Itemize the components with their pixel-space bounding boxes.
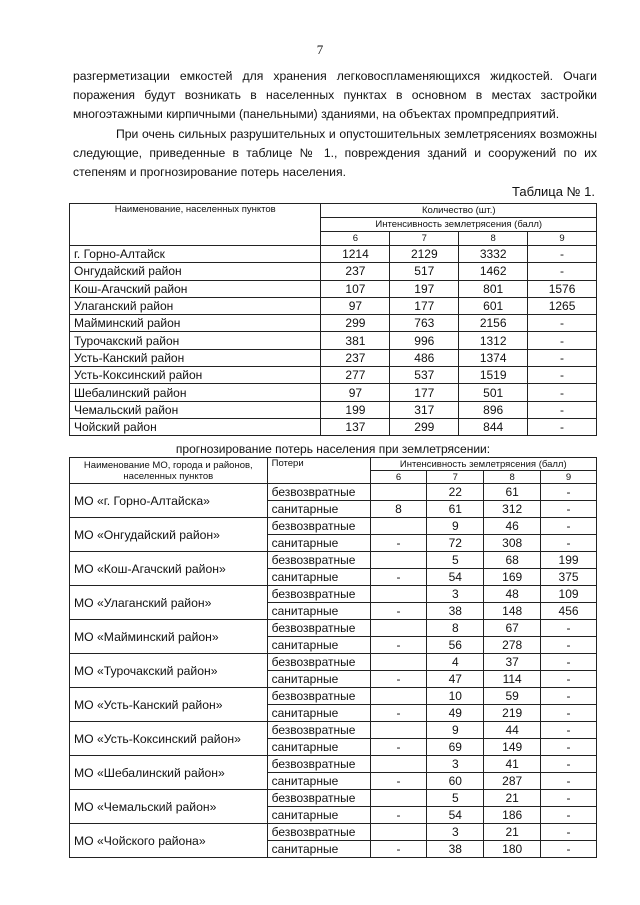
quantity-cell: 2129: [390, 246, 459, 263]
loss-cell: -: [541, 484, 597, 501]
loss-cell: 180: [484, 841, 541, 858]
table-row: [70, 552, 597, 569]
quantity-cell: 601: [459, 297, 528, 314]
table-row: [70, 722, 597, 739]
loss-type: безвозвратные: [267, 620, 370, 637]
quantity-cell: -: [528, 384, 597, 401]
loss-cell: 148: [484, 603, 541, 620]
quantity-cell: 537: [390, 367, 459, 384]
settlement-name: Усть-Коксинский район: [70, 367, 321, 384]
loss-type: безвозвратные: [267, 654, 370, 671]
loss-cell: 47: [427, 671, 484, 688]
page-number: 7: [316, 42, 324, 57]
loss-cell: 54: [427, 807, 484, 824]
loss-cell: -: [541, 535, 597, 552]
loss-cell: 59: [484, 688, 541, 705]
losses-caption: прогнозирование потерь населения при землетрясении:: [175, 442, 491, 456]
quantity-cell: 317: [390, 401, 459, 418]
municipality-name: МО «Кош-Агачский район»: [70, 552, 268, 586]
loss-type: безвозвратные: [267, 722, 370, 739]
quantity-cell: 1462: [459, 263, 528, 280]
loss-cell: 38: [427, 603, 484, 620]
loss-cell: -: [370, 807, 427, 824]
loss-cell: [370, 484, 427, 501]
header-quantity: Количество (шт.): [321, 204, 597, 218]
quantity-cell: 1374: [459, 349, 528, 366]
header-intensity: Интенсивность землетрясения (балл): [321, 218, 597, 232]
column-header: 8: [484, 471, 541, 484]
loss-cell: 8: [370, 501, 427, 518]
header-name: Наименование, населенных пунктов: [70, 204, 321, 246]
loss-cell: -: [541, 620, 597, 637]
settlement-name: г. Горно-Алтайск: [70, 246, 321, 263]
column-header: 8: [459, 232, 528, 246]
table-row: [70, 790, 597, 807]
quantity-cell: 381: [321, 332, 390, 349]
loss-type: безвозвратные: [267, 756, 370, 773]
quantity-cell: 97: [321, 297, 390, 314]
loss-type: санитарные: [267, 705, 370, 722]
loss-cell: -: [541, 722, 597, 739]
loss-type: санитарные: [267, 807, 370, 824]
municipality-name: МО «г. Горно-Алтайска»: [70, 484, 268, 518]
loss-type: безвозвратные: [267, 688, 370, 705]
header-name: Наименование МО, города и районов, населенных пунктов: [70, 458, 268, 484]
loss-cell: 10: [427, 688, 484, 705]
loss-cell: 3: [427, 756, 484, 773]
loss-type: санитарные: [267, 671, 370, 688]
table-row: [70, 297, 597, 314]
table-row: [70, 401, 597, 418]
table-row: [70, 246, 597, 263]
loss-cell: 3: [427, 586, 484, 603]
loss-cell: 5: [427, 790, 484, 807]
loss-cell: 9: [427, 518, 484, 535]
quantity-cell: 97: [321, 384, 390, 401]
loss-type: санитарные: [267, 603, 370, 620]
loss-cell: -: [541, 518, 597, 535]
loss-type: безвозвратные: [267, 790, 370, 807]
column-header: 9: [528, 232, 597, 246]
loss-cell: -: [541, 654, 597, 671]
buildings-table: [69, 203, 597, 436]
loss-cell: -: [541, 824, 597, 841]
losses-table: [69, 457, 597, 858]
loss-cell: -: [541, 841, 597, 858]
loss-cell: 49: [427, 705, 484, 722]
quantity-cell: 2156: [459, 315, 528, 332]
loss-cell: -: [541, 501, 597, 518]
municipality-name: МО «Шебалинский район»: [70, 756, 268, 790]
quantity-cell: -: [528, 349, 597, 366]
quantity-cell: 1312: [459, 332, 528, 349]
municipality-name: МО «Онгудайский район»: [70, 518, 268, 552]
loss-cell: 44: [484, 722, 541, 739]
loss-type: санитарные: [267, 569, 370, 586]
quantity-cell: -: [528, 332, 597, 349]
municipality-name: МО «Чемальский район»: [70, 790, 268, 824]
table-row: [70, 824, 597, 841]
loss-cell: 68: [484, 552, 541, 569]
loss-cell: -: [370, 637, 427, 654]
table-row: [70, 654, 597, 671]
loss-cell: -: [541, 807, 597, 824]
loss-cell: [370, 688, 427, 705]
settlement-name: Майминский район: [70, 315, 321, 332]
loss-type: санитарные: [267, 841, 370, 858]
quantity-cell: -: [528, 367, 597, 384]
quantity-cell: 1214: [321, 246, 390, 263]
municipality-name: МО «Чойского района»: [70, 824, 268, 858]
quantity-cell: 299: [390, 418, 459, 435]
loss-type: безвозвратные: [267, 518, 370, 535]
loss-type: безвозвратные: [267, 484, 370, 501]
loss-cell: -: [370, 569, 427, 586]
loss-cell: -: [541, 773, 597, 790]
loss-cell: [370, 756, 427, 773]
loss-cell: [370, 824, 427, 841]
table-row: [70, 484, 597, 501]
quantity-cell: 299: [321, 315, 390, 332]
loss-cell: -: [541, 790, 597, 807]
loss-cell: 186: [484, 807, 541, 824]
loss-cell: 219: [484, 705, 541, 722]
quantity-cell: 199: [321, 401, 390, 418]
loss-cell: -: [370, 671, 427, 688]
loss-cell: -: [541, 637, 597, 654]
loss-cell: 4: [427, 654, 484, 671]
quantity-cell: 237: [321, 263, 390, 280]
settlement-name: Усть-Канский район: [70, 349, 321, 366]
loss-cell: 21: [484, 790, 541, 807]
loss-type: безвозвратные: [267, 824, 370, 841]
quantity-cell: 277: [321, 367, 390, 384]
loss-cell: [370, 790, 427, 807]
loss-cell: [370, 552, 427, 569]
loss-cell: -: [370, 773, 427, 790]
loss-cell: -: [541, 688, 597, 705]
loss-cell: [370, 586, 427, 603]
settlement-name: Улаганский район: [70, 297, 321, 314]
loss-cell: 308: [484, 535, 541, 552]
table-row: [70, 756, 597, 773]
paragraph-2: При очень сильных разрушительных и опустошительных землетрясениях возможны следующие, приведенные в таблице № 1., повреждения зданий и сооружений по их степеням и прогнозирование потерь населения.: [73, 127, 597, 179]
quantity-cell: -: [528, 263, 597, 280]
table-row: [70, 280, 597, 297]
loss-cell: 312: [484, 501, 541, 518]
quantity-cell: 177: [390, 384, 459, 401]
municipality-name: МО «Улаганский район»: [70, 586, 268, 620]
loss-type: безвозвратные: [267, 552, 370, 569]
loss-type: санитарные: [267, 501, 370, 518]
loss-cell: [370, 722, 427, 739]
quantity-cell: 107: [321, 280, 390, 297]
quantity-cell: 801: [459, 280, 528, 297]
loss-cell: -: [541, 671, 597, 688]
table-row: [70, 620, 597, 637]
loss-cell: 38: [427, 841, 484, 858]
loss-cell: 114: [484, 671, 541, 688]
loss-cell: 149: [484, 739, 541, 756]
column-header: 9: [541, 471, 597, 484]
loss-cell: 37: [484, 654, 541, 671]
loss-cell: [370, 518, 427, 535]
quantity-cell: 197: [390, 280, 459, 297]
loss-type: санитарные: [267, 739, 370, 756]
loss-cell: 56: [427, 637, 484, 654]
column-header: 7: [427, 471, 484, 484]
loss-cell: 69: [427, 739, 484, 756]
table-row: [70, 349, 597, 366]
municipality-name: МО «Усть-Канский район»: [70, 688, 268, 722]
loss-cell: -: [370, 535, 427, 552]
loss-cell: 61: [427, 501, 484, 518]
loss-cell: 21: [484, 824, 541, 841]
header-intensity: Интенсивность землетрясения (балл): [370, 458, 596, 471]
table-label: Таблица № 1.: [512, 184, 595, 199]
settlement-name: Шебалинский район: [70, 384, 321, 401]
loss-cell: 46: [484, 518, 541, 535]
quantity-cell: 501: [459, 384, 528, 401]
settlement-name: Чемальский район: [70, 401, 321, 418]
loss-cell: 22: [427, 484, 484, 501]
loss-cell: 41: [484, 756, 541, 773]
loss-cell: [370, 620, 427, 637]
loss-cell: 72: [427, 535, 484, 552]
table-row: [70, 518, 597, 535]
column-header: 7: [390, 232, 459, 246]
municipality-name: МО «Турочакский район»: [70, 654, 268, 688]
loss-cell: 67: [484, 620, 541, 637]
table-row: [70, 418, 597, 435]
quantity-cell: 1265: [528, 297, 597, 314]
quantity-cell: 896: [459, 401, 528, 418]
quantity-cell: 763: [390, 315, 459, 332]
quantity-cell: 996: [390, 332, 459, 349]
loss-cell: 61: [484, 484, 541, 501]
loss-cell: -: [370, 603, 427, 620]
table-row: [70, 263, 597, 280]
loss-type: безвозвратные: [267, 586, 370, 603]
table-row: [70, 586, 597, 603]
table-row: [70, 384, 597, 401]
loss-cell: -: [541, 705, 597, 722]
loss-type: санитарные: [267, 773, 370, 790]
quantity-cell: -: [528, 246, 597, 263]
table-row: [70, 688, 597, 705]
loss-cell: 54: [427, 569, 484, 586]
quantity-cell: -: [528, 401, 597, 418]
loss-cell: 60: [427, 773, 484, 790]
loss-cell: 9: [427, 722, 484, 739]
settlement-name: Онгудайский район: [70, 263, 321, 280]
loss-cell: -: [541, 756, 597, 773]
settlement-name: Чойский район: [70, 418, 321, 435]
header-losses: Потери: [267, 458, 370, 484]
table-row: [70, 315, 597, 332]
loss-cell: 287: [484, 773, 541, 790]
table-row: [70, 367, 597, 384]
loss-cell: 48: [484, 586, 541, 603]
loss-cell: 169: [484, 569, 541, 586]
table-row: [70, 332, 597, 349]
loss-type: санитарные: [267, 637, 370, 654]
settlement-name: Турочакский район: [70, 332, 321, 349]
municipality-name: МО «Майминский район»: [70, 620, 268, 654]
quantity-cell: 486: [390, 349, 459, 366]
loss-cell: [370, 654, 427, 671]
quantity-cell: 1576: [528, 280, 597, 297]
loss-cell: 199: [541, 552, 597, 569]
paragraph-1: разгерметизации емкостей для хранения легковоспламеняющихся жидкостей. Очаги поражения будут возникать в населенных пунктах в основном в местах застройки многоэтажными кирпичными (панельными) зданиями, на объектах промпредприятий.: [73, 69, 597, 121]
loss-cell: -: [370, 705, 427, 722]
quantity-cell: 517: [390, 263, 459, 280]
loss-cell: 278: [484, 637, 541, 654]
column-header: 6: [370, 471, 427, 484]
quantity-cell: 177: [390, 297, 459, 314]
column-header: 6: [321, 232, 390, 246]
quantity-cell: 1519: [459, 367, 528, 384]
loss-cell: 5: [427, 552, 484, 569]
quantity-cell: 137: [321, 418, 390, 435]
quantity-cell: -: [528, 315, 597, 332]
quantity-cell: 3332: [459, 246, 528, 263]
quantity-cell: -: [528, 418, 597, 435]
loss-type: санитарные: [267, 535, 370, 552]
loss-cell: 3: [427, 824, 484, 841]
municipality-name: МО «Усть-Коксинский район»: [70, 722, 268, 756]
loss-cell: -: [541, 739, 597, 756]
loss-cell: -: [370, 739, 427, 756]
loss-cell: -: [370, 841, 427, 858]
loss-cell: 8: [427, 620, 484, 637]
loss-cell: 375: [541, 569, 597, 586]
loss-cell: 109: [541, 586, 597, 603]
settlement-name: Кош-Агачский район: [70, 280, 321, 297]
quantity-cell: 237: [321, 349, 390, 366]
quantity-cell: 844: [459, 418, 528, 435]
loss-cell: 456: [541, 603, 597, 620]
